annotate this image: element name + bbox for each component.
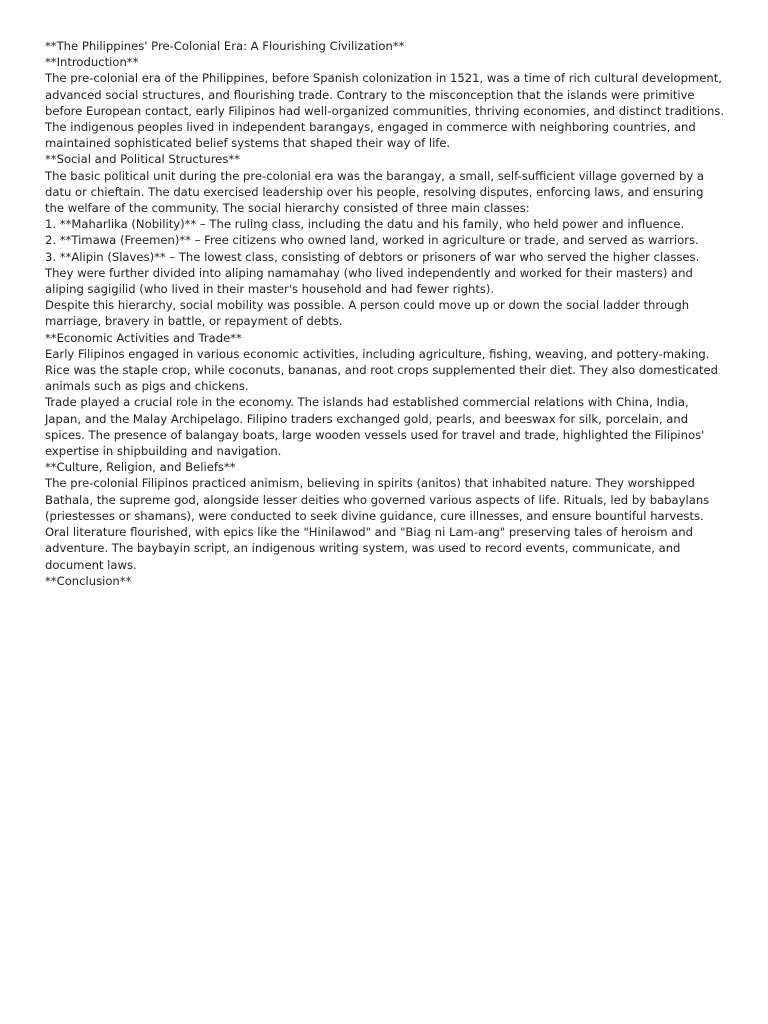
paragraph-oral-literature: Oral literature flourished, with epics like the "Hinilawod" and "Biag ni Lam-ang" preserving tales of heroism and adventure. The baybayin script, an indigenous writing system, was used to record events, communicate, and document laws. (45, 525, 697, 572)
paragraph-social-mobility: Despite this hierarchy, social mobility was possible. A person could move up or down the social ladder through marriage, bravery in battle, or repayment of debts. (45, 298, 693, 329)
heading-social-political: **Social and Political Structures** (45, 152, 240, 167)
heading-culture-religion: **Culture, Religion, and Beliefs** (45, 460, 236, 475)
paragraph-introduction: The pre-colonial era of the Philippines, before Spanish colonization in 1521, was a time of rich cultural development, advanced social structures, and flourishing trade. Contrary to the misconception that the islands were primitive before European contact, early Filipinos had well-organized communities, thriving economies, and distinct traditions. The indigenous peoples lived in independent barangays, engaged in commerce with neighboring countries, and maintained sophisticated belief systems that shaped their way of life. (45, 71, 728, 151)
list-item-alipin: 3. **Alipin (Slaves)** – The lowest class, consisting of debtors or prisoners of war who served the higher classes. They were further divided into aliping namamahay (who lived independently and worked for their masters) and aliping sagigilid (who lived in their master's household and had fewer rights). (45, 249, 703, 297)
heading-introduction: **Introduction** (45, 55, 139, 70)
paragraph-social-political: The basic political unit during the pre-colonial era was the barangay, a small, self-sufficient village governed by a datu or chieftain. The datu exercised leadership over his people, resolving disputes, enforcing laws, and ensuring the welfare of the community. The social hierarchy consisted of three main classes: (45, 168, 708, 216)
paragraph-trade: Trade played a crucial role in the economy. The islands had established commercial relations with China, India, Japan, and the Malay Archipelago. Filipino traders exchanged gold, pearls, and beeswax for silk, porcelain, and spices. The presence of balangay boats, large wooden vessels used for travel and trade, highlighted the Filipinos' expertise in shipbuilding and navigation. (45, 395, 709, 459)
list-item-maharlika: 1. **Maharlika (Nobility)** – The ruling class, including the datu and his family, who held power and influence. (45, 217, 685, 232)
list-item-timawa: 2. **Timawa (Freemen)** – Free citizens who owned land, worked in agriculture or trade, and served as warriors. (45, 233, 699, 248)
paragraph-economic-activities: Early Filipinos engaged in various economic activities, including agriculture, fishing, weaving, and pottery-making. Rice was the staple crop, while coconuts, bananas, and root crops supplemented their diet. They also domesticated animals such as pigs and chickens. (45, 346, 722, 394)
document-body (45, 38, 728, 589)
heading-economic-trade: **Economic Activities and Trade** (45, 330, 242, 345)
document-title: **The Philippines' Pre-Colonial Era: A Flourishing Civilization** (45, 39, 405, 53)
paragraph-animism: The pre-colonial Filipinos practiced animism, believing in spirits (anitos) that inhabited nature. They worshipped Bathala, the supreme god, alongside lesser deities who governed various aspects of life. Rituals, led by babaylans (priestesses or shamans), were conducted to seek divine guidance, cure illnesses, and ensure bountiful harvests. (45, 476, 713, 523)
heading-conclusion: **Conclusion** (45, 573, 132, 588)
